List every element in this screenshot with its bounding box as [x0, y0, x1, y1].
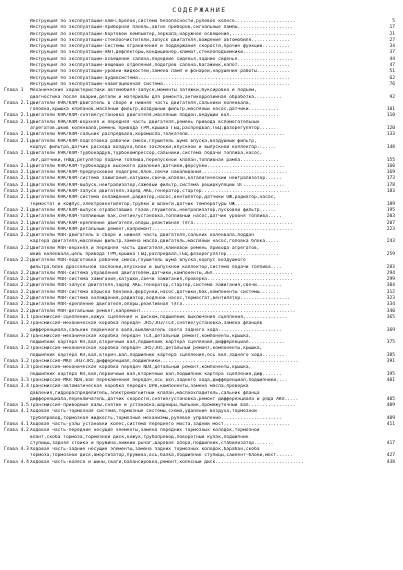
- chapter-number: Глава 3.2: [4, 333, 29, 339]
- entry-title: Двигатели K9K/K4M-крепление двигателя,опоры,реактивная тяга....................................: [30, 220, 293, 226]
- entry-title: Инструкция по эксплуатации-аудиосистема.......................................................: [30, 75, 290, 81]
- entry-title: Двигатели M4R-система управления двигателем,датчики,компоненты,ЭБУ.............................: [30, 270, 293, 276]
- page-number: 294: [386, 270, 395, 276]
- page-number: 299: [386, 277, 395, 283]
- page-number: 203: [386, 214, 395, 220]
- page-number: 323: [386, 296, 395, 302]
- page-number: 340: [386, 308, 395, 314]
- entry-title: Механические характеристики автомобиля-запуск,моменты затяжки,буксировка и подъем,: [30, 88, 257, 94]
- chapter-number: Глава 2.1: [4, 119, 29, 125]
- entry-title: тормоза,тормозной диск,амортизатор,пружина,ось,балка,подшипник ступицы,сайлент-блоки,мост......: [30, 453, 293, 459]
- page-number: 304: [386, 283, 395, 289]
- entry-title: Ходовая часть-передние несущие элементы,замена передних тормозных колодок,тормозной: [30, 428, 260, 434]
- entry-title: Двигатели K9K/K4M-система зажигания,катушки,свечи,клапан,каталитический нейтрализатор......: [30, 176, 282, 182]
- page-number: 189: [386, 201, 395, 207]
- page-number: 375: [386, 340, 395, 346]
- chapter-number: Глава 3.2: [4, 321, 29, 327]
- entry-title: ЭБУ,датчики,ТНВД,регулятор подачи топлива,перепускной клапан,топливная рампа..............: [30, 157, 279, 163]
- page-number: 110: [386, 113, 395, 119]
- page-number: 411: [386, 422, 395, 427]
- page-number: 427: [386, 453, 395, 459]
- entry-title: Ходовая часть-тормозная система,тормозные системы,схема,удаление воздуха,тормозной: [30, 409, 257, 415]
- page-number: 334: [386, 302, 395, 308]
- chapter-number: Глава 2.2: [4, 277, 29, 283]
- entry-title: Двигатели M4R-система охлаждения,радиатор,водяной насос,термостат,вентилятор..................: [30, 296, 290, 302]
- chapter-number: Глава 2.1: [4, 189, 29, 195]
- page-number: 243: [386, 239, 395, 245]
- page-number: 438: [386, 459, 395, 465]
- entry-title: Ходовая часть-колеса и шины,сваги,балансировка,ремонт,колесный диск................................: [30, 459, 304, 465]
- chapter-number: Глава 2.1: [4, 151, 29, 157]
- entry-title: Трансмиссия-МКП JH3/JR5,дифференциал,подшипники..................................................: [30, 359, 299, 365]
- page-number: 37: [389, 50, 395, 56]
- page-number: 395: [386, 371, 395, 377]
- page-number: 169: [386, 170, 395, 176]
- entry-title: Двигатели M4R-подготовка рабочей смеси,глушитель шума впуска,корпус воздушного: [30, 258, 246, 264]
- entry-title: Двигатели K9K/K4M-детальный ремонт,капремонт...................................................: [30, 226, 293, 232]
- entry-title: Инструкция по эксплуатации-приборная панель,автон приборов,сигнальные лампы....................: [30, 25, 293, 31]
- chapter-number: Глава 4.1: [4, 422, 29, 427]
- page-number: 223: [386, 226, 395, 232]
- page-number: 17: [389, 25, 395, 31]
- page-number: 417: [386, 440, 395, 446]
- entry-title: Трансмиссия-механическая коробка передач JR5/JH5,детальный ремонт,компоненты,крышка,: [30, 346, 263, 352]
- page-number: 283: [386, 264, 395, 270]
- entry-title: Двигатели K9K/K4M-верхняя и передняя часть двигателя,ремень привода вспомогательных: [30, 119, 260, 125]
- chapter-number: Глава 2.1: [4, 182, 29, 188]
- page-number: 369: [386, 327, 395, 333]
- entry-title: подшипник картера КП,вал,вторич.вал,подшипник картера сцепления,ось вкл.заднего хода........: [30, 352, 285, 358]
- entry-title: Трансмиссия-механическая коробка передач JR5/JH3/TL4,снятие/установка,замена фланцев: [30, 321, 263, 327]
- entry-title: Инструкция по эксплуатации-стеклоочистители,запуск двигателя,вождение автомобиля..............: [30, 37, 290, 43]
- page-number: 391: [386, 359, 395, 365]
- chapter-number: Глава 3.5: [4, 403, 29, 409]
- entry-title: Трансмиссия-механическая коробка передач ND4,детальный ремонт,компоненты,крышка,: [30, 365, 252, 371]
- entry-title: давления,гидрораспределитель,электромагнитный клапан,маслоохладитель,сальник фланца: [30, 390, 260, 396]
- entry-title: Двигатели M4R-система зажигания,катушки,свечи зажигания,проверка...............................: [30, 277, 293, 283]
- page-number: 183: [386, 189, 395, 195]
- page-number: 34: [389, 44, 395, 50]
- entry-title: Двигатели K9K/K4M-выпуск отработавших газов,глушитель,нейтрализатор,пусковой фильтр......: [30, 207, 277, 213]
- chapter-number: Глава 1: [4, 88, 24, 94]
- page-number: 385: [386, 352, 395, 358]
- chapter-number: Глава 2.1: [4, 163, 29, 169]
- entry-title: корпус фильтра,датчик расхода воздуха,блок заслонки,впускной и выпускной коллектор.......: [30, 144, 277, 150]
- entry-title: дифференциала,сальник первичного вала,выключатель света заднего хода.......................: [30, 327, 282, 333]
- page-number: 133: [386, 132, 395, 138]
- page-number: 178: [386, 182, 395, 188]
- entry-title: дифференциала,переключатель,датчик скорости,снятие/установка,ремонт дифференциала и ряда АКП.....: [30, 396, 299, 402]
- entry-title: подшипник картера КП,вал,первичный вал,вторичный вал,подшипник картера сцепления,диф.......: [30, 371, 282, 377]
- entry-title: Двигатели M4R-крепление двигателя,опоры,реактивная тяга.......................................: [30, 302, 290, 308]
- chapter-number: Глава 2.1: [4, 195, 29, 201]
- entry-title: фильтра,блок дроссельной заслонки,впускной и выпускной коллектор,система подачи топлива....: [30, 264, 282, 270]
- chapter-number: Глава 3.4: [4, 384, 29, 390]
- entry-title: термостат и кофпус,электровентилятор,трубки и шланги,датчик температуры ОЖ................: [30, 201, 279, 207]
- entry-title: Инструкция по эксплуатации-АКП,дефлекторы,кондиционер,климат,стеклоподъемники..................: [30, 50, 293, 56]
- entry-title: Двигатели M4R-система впрыска бензина,форсунки,насос,датчики,бак,компоненты системы.......: [30, 289, 279, 295]
- entry-title: Двигатели K9K/K4M-двигатель в сборе и нижняя часть двигателя,сальники коленвала,: [30, 100, 252, 106]
- page-number: 173: [386, 176, 395, 182]
- chapter-number: Глава 2.2: [4, 302, 29, 308]
- entry-title: Ходовая часть-задние несущие элементы,замена задних тормозных колодок,барабан,скоба: [30, 447, 260, 453]
- chapter-number: Глава 3.3: [4, 377, 29, 383]
- chapter-number: Глава 4.1: [4, 409, 29, 415]
- entry-title: ступицы,задняя стойка и пружина,нижний рычаг,шаровая опора,подшипник,стабилизатор.......: [30, 440, 274, 446]
- chapter-number: Глава 2.1: [4, 170, 29, 176]
- entry-title: Двигатели K9K/K4M-предпусковой подогрев,блок,свечи накаливания...............................: [30, 170, 288, 176]
- entry-title: Двигатели M4R-двигатель в сборе и нижняя часть двигателя,сальник коленвала,поддон: [30, 233, 255, 239]
- toc-entry: [4, 460, 395, 466]
- chapter-number: Глава 2.2: [4, 308, 29, 314]
- page-number: 27: [389, 37, 395, 43]
- page-number: 195: [386, 207, 395, 213]
- entry-title: Двигатели M4R-детальный ремонт,капремонт........................................................: [30, 308, 296, 314]
- page-number: 160: [386, 163, 395, 169]
- chapter-number: Глава 3.2: [4, 346, 29, 352]
- page-number: 148: [386, 144, 395, 150]
- page-number: 47: [389, 63, 395, 69]
- entry-title: диагностика после аварии,детали и материалы для ремонта,антикоррозийная обработка..........: [30, 94, 282, 100]
- chapter-number: Глава 2.1: [4, 176, 29, 182]
- chapter-number: Глава 2.2: [4, 258, 29, 264]
- page-number: 5: [392, 19, 395, 24]
- page-number: 101: [386, 107, 395, 113]
- chapter-number: Глава 4.2: [4, 428, 29, 434]
- chapter-number: Глава 2.2: [4, 296, 29, 302]
- page-number: 51: [389, 69, 395, 75]
- page-number: 44: [389, 56, 395, 62]
- entry-title: Ходовая часть-узлы установки колес,система переднего моста,задний мост........................: [30, 422, 290, 427]
- page-number: 62: [389, 75, 395, 81]
- page-number: 92: [389, 94, 395, 100]
- entry-title: Инструкция по эксплуатации-бортовой компьютер,зеркала,наружное освещение,.......................: [30, 31, 296, 37]
- entry-title: Двигатели K9K/K4M-подготовка рабочей смеси,глушитель шума впуска,воздушный фильтр,: [30, 138, 257, 144]
- entry-title: головка,крышка клапанов,масляный фильтр,воздушный фильтр,масляный насос,датчики...........: [30, 107, 279, 113]
- chapter-number: Глава 2.2: [4, 245, 29, 251]
- page-number: 409: [386, 415, 395, 421]
- entry-title: шкив коленвала,цепь привода ГРМ,крышка ГБЦ,распредвал,ГБЦ,фазорегулятор...................: [30, 251, 279, 257]
- chapter-number: Глава 2.1: [4, 132, 29, 138]
- entry-title: Двигатели K9K/K4M-турбонаддув высокого давления,датчики,форсунки............................: [30, 163, 285, 169]
- chapter-number: Глава 2.1: [4, 220, 29, 226]
- page-title: СОДЕРЖАНИЕ: [172, 6, 227, 14]
- entry-title: Двигатели M4R-запуск двигателя,заряд АКБ,генератор,стартер,система зажигания,свечи.........: [30, 283, 282, 289]
- chapter-number: Глава 2.2: [4, 283, 29, 289]
- page-number: 312: [386, 289, 395, 295]
- entry-title: Инструкция по эксплуатации-вещевые отделения,подогрев салона,багажник,капот...................: [30, 63, 290, 69]
- chapter-number: Глава 2.2: [4, 270, 29, 276]
- chapter-number: Глава 2.1: [4, 207, 29, 213]
- entry-title: Двигатели K9K/K4M-сальник распредвала,коромысла,толкатели...................................: [30, 132, 285, 138]
- entry-title: Трансмиссия-приводные валы,снятие и установка,шарниры,пыльник,промежуточный вал.................: [30, 403, 296, 409]
- entry-title: Трансмиссия-механическая коробка передач TL4,детальный ремонт,компоненты,крышка,: [30, 333, 252, 339]
- page-number: 365: [386, 314, 395, 320]
- table-of-contents: [4, 19, 395, 466]
- entry-title: Трансмиссия-автоматическая коробка передач DP0,компоненты,замена масла,проверка: [30, 384, 249, 390]
- chapter-number: Глава 2.1: [4, 226, 29, 232]
- page-number: 76: [389, 81, 395, 87]
- chapter-number: Глава 4.3: [4, 447, 29, 453]
- entry-title: Двигатели K9K/K4M-турбонаддув,турбокомпрессор,сальники,система подачи топлива,насос,: [30, 151, 263, 157]
- entry-title: Инструкция по эксплуатации-уровни жидкостей,замена ламп и фонарей,нарушения работы............: [30, 69, 290, 75]
- entry-title: Трансмиссия-МКП ND4,вал переключения передач,ось вкл.заднего хода,дифференциал,подшипники....: [30, 377, 288, 383]
- chapter-number: Глава 2.1: [4, 138, 29, 144]
- page-number: 155: [386, 157, 395, 163]
- entry-title: Двигатели K9K/K4M-снятие/установка двигателя,масляный поддон,ведущий вал..................: [30, 113, 279, 119]
- chapter-number: Глава 4.4: [4, 459, 29, 465]
- page-number: 405: [386, 396, 395, 402]
- entry-title: агрегатов,шкив коленвала,ремень привода ГРМ,крышка ГБЦ,распредвал,ГБЦ,фазорегулятор......: [30, 126, 277, 132]
- page-number: 120: [386, 126, 395, 132]
- chapter-number: Глава 3.3: [4, 365, 29, 371]
- chapter-number: Глава 2.2: [4, 289, 29, 295]
- entry-title: Двигатели K9K/K4M-выпуск,нейтрализатор,сажевый фильтр,система рециркуляции ОГ...............: [30, 182, 285, 188]
- entry-title: влант,скоба тормоза,тормозной диск,кожух,трубопровод,поворотный кулак,подшипник: [30, 434, 249, 440]
- entry-title: Трансмиссия-сцепление,кожух сцепления и диском,подшипник выключения сцепления,...............: [30, 314, 288, 320]
- entry-title: Инструкция по эксплуатации-системы ограничения и поддержания скорости,прочие функции..........: [30, 44, 290, 50]
- chapter-number: Глава 2.1: [4, 214, 29, 220]
- entry-title: Двигатели K9K/K4M-топливный бак,снятие/установка,топливный насос,датчик уровня топлива.....: [30, 214, 282, 220]
- chapter-number: Глава 3.2: [4, 359, 29, 365]
- entry-title: Инструкция по эксплуатации-навигационная система..............................................: [30, 81, 290, 87]
- page-number: 207: [386, 220, 395, 226]
- page-number: 21: [389, 31, 395, 37]
- entry-title: Двигатели K9K/K4M-запуск двигателя,заряд АКБ,генератор,стартер................................: [30, 189, 290, 195]
- page-number: 259: [386, 251, 395, 257]
- chapter-number: Глава 3.1: [4, 314, 29, 320]
- entry-title: трубопровод,тормозная жидкость,тормозные механизмы,рулевое управление......................: [30, 415, 282, 421]
- entry-title: подшипник картера КП,вал,вторичный вал,подшипник картера сцепления,дифференциал.............: [30, 340, 285, 346]
- entry-title: Двигатели K9K/K4M-система охлаждения,радиатор,насос,вентилятор,датчики ОЖ,радиатор,насос,: [30, 195, 277, 201]
- chapter-number: Глава 2.1: [4, 113, 29, 119]
- chapter-number: Глава 2.1: [4, 100, 29, 106]
- entry-title: Двигатели M4R-верхняя и передняя часть двигателя,клиновой ремень привода агрегатов,: [30, 245, 260, 251]
- entry-title: Инструкция по эксплуатации-освещение салона,передние сиденья,задние сиденья....................: [30, 56, 293, 62]
- entry-title: картера двигателя,масляный фильтр,замена масла,двигатель,масляный насос,головка блока.....: [30, 239, 279, 245]
- page-number: 409: [386, 403, 395, 409]
- chapter-number: Глава 2.2: [4, 233, 29, 239]
- page-number: 401: [386, 377, 395, 383]
- entry-title: Инструкция по эксплуатации-ключ,брелок,система безопасности,рулевое колесо......................: [30, 19, 296, 24]
